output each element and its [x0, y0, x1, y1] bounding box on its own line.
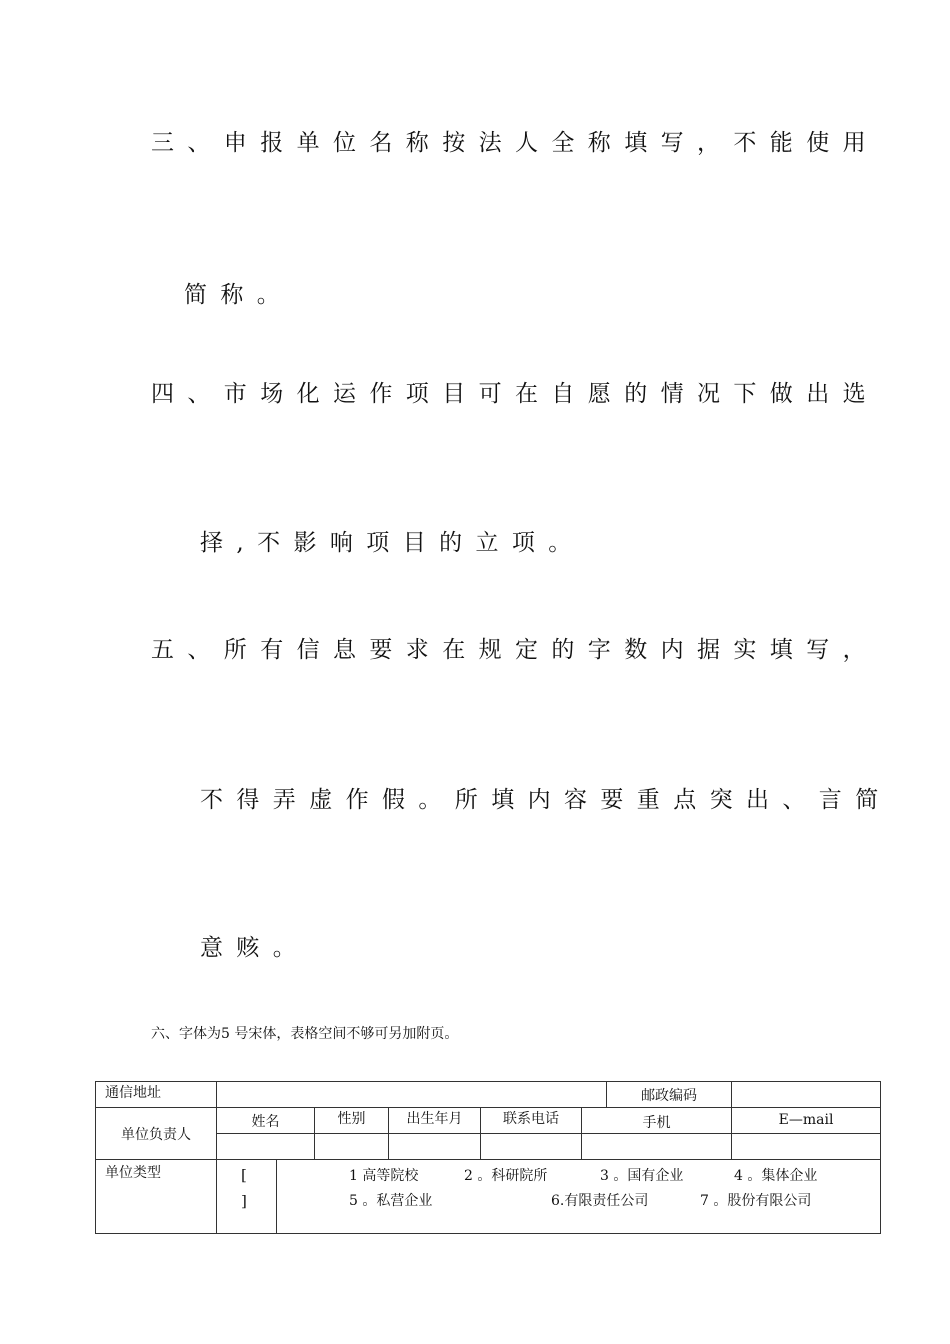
address-field[interactable] — [217, 1082, 607, 1108]
unit-type-option: 2 。科研院所 — [464, 1168, 548, 1184]
instruction-line-4-continued: 择,不影响项目的立项。 — [200, 530, 585, 556]
head-email-field[interactable] — [732, 1134, 881, 1160]
unit-type-option: 1 高等院校 — [349, 1168, 419, 1184]
col-phone-header: 联系电话 — [481, 1108, 582, 1134]
instruction-line-4: 四、市场化运作项目可在自愿的情况下做出选 — [151, 381, 879, 407]
instruction-line-5-continued: 不得弄虚作假。所填内容要重点突出、言简 — [200, 787, 892, 813]
address-label: 通信地址 — [96, 1082, 217, 1108]
bracket-close: ] — [241, 1192, 247, 1210]
postcode-field[interactable] — [732, 1082, 881, 1108]
col-birth-header: 出生年月 — [389, 1108, 481, 1134]
bracket-open: [ — [241, 1166, 247, 1184]
instruction-line-3-continued: 简称。 — [184, 282, 294, 308]
head-name-field[interactable] — [217, 1134, 315, 1160]
unit-type-option: 6.有限责任公司 — [551, 1193, 649, 1209]
head-mobile-field[interactable] — [582, 1134, 732, 1160]
unit-type-label: 单位类型 — [96, 1160, 217, 1234]
head-birth-field[interactable] — [389, 1134, 481, 1160]
head-phone-field[interactable] — [481, 1134, 582, 1160]
unit-type-option: 5 。私营企业 — [349, 1193, 433, 1209]
col-name-header: 姓名 — [217, 1108, 315, 1134]
unit-type-options — [277, 1160, 881, 1234]
col-gender-header: 性别 — [315, 1108, 389, 1134]
col-mobile-header: 手机 — [582, 1108, 732, 1134]
head-label: 单位负责人 — [96, 1108, 217, 1160]
head-gender-field[interactable] — [315, 1134, 389, 1160]
instruction-line-5: 五、所有信息要求在规定的字数内据实填写， — [151, 637, 879, 663]
instruction-note-6: 六、字体为5 号宋体，表格空间不够可另加附页。 — [151, 1026, 459, 1042]
unit-type-option: 4 。集体企业 — [734, 1168, 818, 1184]
col-email-header: E—mail — [732, 1108, 881, 1134]
instruction-line-5-end: 意赅。 — [200, 935, 310, 961]
instruction-line-3: 三、申报单位名称按法人全称填写，不能使用 — [151, 130, 879, 156]
unit-type-choice[interactable] — [217, 1160, 277, 1234]
unit-info-form — [95, 1081, 881, 1234]
unit-type-option: 3 。国有企业 — [600, 1168, 684, 1184]
unit-type-option: 7 。股份有限公司 — [700, 1193, 812, 1209]
postcode-label: 邮政编码 — [607, 1082, 732, 1108]
